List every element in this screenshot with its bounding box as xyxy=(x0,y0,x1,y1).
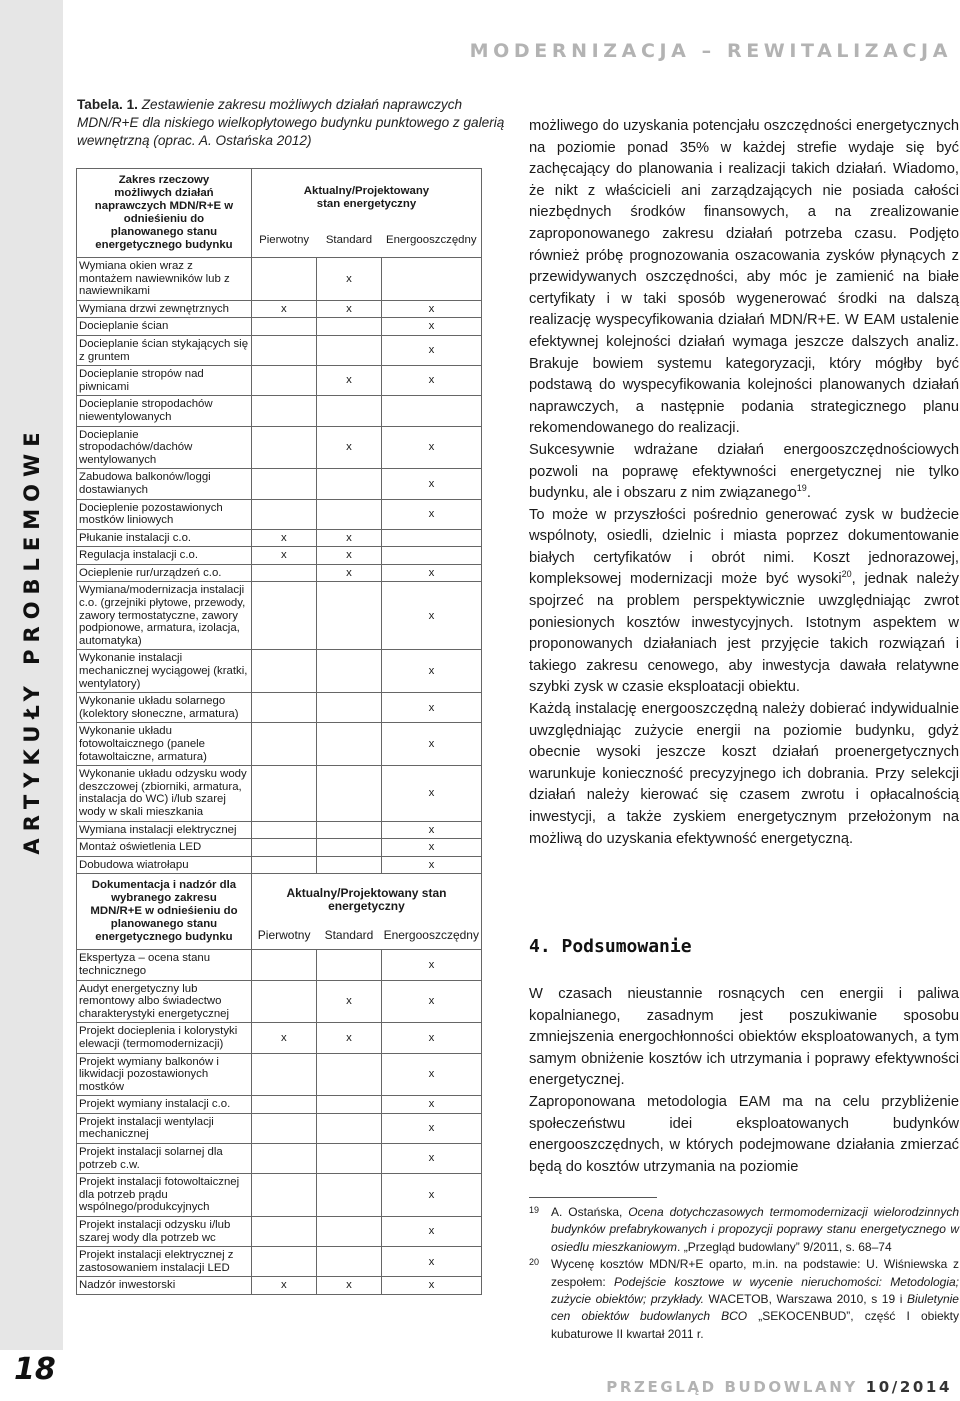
header-energooszczedny-2: Energooszczędny xyxy=(382,922,482,950)
cell-pierwotny xyxy=(251,821,316,839)
cell-standard: x xyxy=(316,258,381,301)
cell-pierwotny xyxy=(251,1053,316,1096)
cell-standard xyxy=(316,1113,381,1143)
table-row xyxy=(77,650,482,693)
footnote-text: Wycenę kosztów MDN/R+E oparto, m.in. na podstawie: U. Wiśniewska z zespołem: xyxy=(551,1257,959,1289)
table-row xyxy=(77,1247,482,1277)
footnote-text: A. Ostańska, xyxy=(551,1205,629,1219)
cell-standard xyxy=(316,499,381,529)
cell-standard xyxy=(316,693,381,723)
cell-energooszczedny: x xyxy=(382,582,482,650)
cell-energooszczedny: x xyxy=(382,1053,482,1096)
header-energooszczedny: Energooszczędny xyxy=(382,224,482,257)
cell-pierwotny xyxy=(251,258,316,301)
row-label: Wykonanie układu fotowoltaicznego (panele fotawoltaiczne, armatura) xyxy=(77,723,252,766)
row-label: Wykonanie układu odzysku wody deszczowej (zbiorniki, armatura, instalacja do WC) i/lub szarej wody w skali mieszkania xyxy=(77,766,252,821)
cell-energooszczedny: x xyxy=(382,1113,482,1143)
cell-energooszczedny: x xyxy=(382,980,482,1023)
paragraph-text: . xyxy=(806,485,811,502)
cell-pierwotny xyxy=(251,980,316,1023)
cell-standard xyxy=(316,950,381,980)
footnote-ref-19: 19 xyxy=(796,483,807,494)
cell-pierwotny xyxy=(251,335,316,365)
footnote-title: Podejście kosztowe w wycenie nieruchomości: Metodologia; zużycie obiektów; przykłady. xyxy=(551,1274,959,1307)
row-label: Docieplanie stropów nad piwnicami xyxy=(77,366,252,396)
row-label: Projekt wymiany instalacji c.o. xyxy=(77,1096,252,1114)
cell-pierwotny xyxy=(251,1096,316,1114)
row-label: Audyt energetyczny lub remontowy albo świadectwo charakterystyki energetycznej xyxy=(77,980,252,1023)
footnote-divider xyxy=(529,1197,657,1198)
cell-energooszczedny: x xyxy=(382,839,482,857)
cell-pierwotny xyxy=(251,1144,316,1174)
row-label: Dobudowa wiatrołapu xyxy=(77,856,252,874)
cell-standard xyxy=(316,650,381,693)
cell-standard xyxy=(316,723,381,766)
sidebar-section-title: ARTYKUŁY PROBLEMOWE xyxy=(20,425,44,855)
row-label: Projekt docieplenia i kolorystyki elewacji (termomodernizacji) xyxy=(77,1023,252,1053)
cell-pierwotny xyxy=(251,396,316,426)
row-label: Wykonanie instalacji mechanicznej wyciągowej (kratki, wentylatory) xyxy=(77,650,252,693)
cell-standard: x xyxy=(316,564,381,582)
cell-energooszczedny: x xyxy=(382,950,482,980)
footnote-text: WACETOB, Warszawa 2010, s 19 i xyxy=(703,1292,907,1307)
table-row xyxy=(77,1144,482,1174)
cell-energooszczedny: x xyxy=(382,821,482,839)
cell-pierwotny xyxy=(251,1174,316,1217)
table-row xyxy=(77,1217,482,1247)
cell-pierwotny xyxy=(251,1247,316,1277)
cell-energooszczedny: x xyxy=(382,1277,482,1295)
cell-energooszczedny xyxy=(382,529,482,547)
cell-pierwotny xyxy=(251,693,316,723)
table-row xyxy=(77,1277,482,1295)
cell-standard xyxy=(316,1096,381,1114)
table-row xyxy=(77,1113,482,1143)
cell-energooszczedny xyxy=(382,258,482,301)
row-label: Montaż oświetlenia LED xyxy=(77,839,252,857)
paragraph-text: Sukcesywnie wdrażane działań energooszczędnościowych pozwoli na poprawę efektywności energetycznej nie tylko budynku, ale i obszaru z nim związanego xyxy=(529,441,959,502)
row-label: Docieplanie stropodachów/dachów wentylowanych xyxy=(77,426,252,469)
cell-pierwotny xyxy=(251,1113,316,1143)
cell-pierwotny: x xyxy=(251,529,316,547)
row-label: Nadzór inwestorski xyxy=(77,1277,252,1295)
cell-pierwotny xyxy=(251,1217,316,1247)
cell-energooszczedny: x xyxy=(382,693,482,723)
cell-pierwotny xyxy=(251,723,316,766)
body-column-summary xyxy=(529,984,959,1178)
cell-standard: x xyxy=(316,366,381,396)
footnote-number: 19 xyxy=(529,1205,540,1215)
paragraph: W czasach nieustannie rosnących cen energii i paliwa kopalnianego, zasadnym jest poszukiwanie sposobu zmniejszenia energochłonności obiektów eksploatowanych, a tym samym obniżenie kosztów ich utrzymania i poprawy efektywności energetycznej. xyxy=(529,986,959,1089)
row-label: Docieplenie pozostawionych mostków liniowych xyxy=(77,499,252,529)
magazine-issue: 10/2014 xyxy=(865,1378,952,1396)
footnote-title: Biuletynie cen obiektów budowlanych BCO xyxy=(551,1292,959,1324)
cell-pierwotny xyxy=(251,469,316,499)
cell-standard xyxy=(316,318,381,336)
cell-standard: x xyxy=(316,980,381,1023)
cell-standard xyxy=(316,1174,381,1217)
row-label: Docieplanie ścian xyxy=(77,318,252,336)
cell-pierwotny xyxy=(251,856,316,874)
table-row xyxy=(77,318,482,336)
cell-standard: x xyxy=(316,300,381,318)
table-caption-text: Zestawienie zakresu możliwych działań naprawczych MDN/R+E dla niskiego wielkopłytowego budynku punktowego z galerią wewnętrzną (oprac. A. Ostańska 2012) xyxy=(77,97,505,148)
cell-energooszczedny: x xyxy=(382,650,482,693)
row-label: Wymiana okien wraz z montażem nawiewników lub z nawiewnikami xyxy=(77,258,252,301)
table-row xyxy=(77,766,482,821)
table-row xyxy=(77,693,482,723)
cell-standard: x xyxy=(316,547,381,565)
cell-pierwotny: x xyxy=(251,547,316,565)
cell-pierwotny xyxy=(251,318,316,336)
footnote-19 xyxy=(529,1204,959,1256)
header-scope: Zakres rzeczowy możliwych działań naprawczych MDN/R+E w odnieśieniu do planowanego stanu energetycznego budynku xyxy=(77,169,252,258)
table-header-row-2 xyxy=(77,874,482,922)
cell-pierwotny xyxy=(251,499,316,529)
row-label: Docieplanie ścian stykających się z gruntem xyxy=(77,335,252,365)
cell-standard xyxy=(316,839,381,857)
row-label: Wymiana/modernizacja instalacji c.o. (grzejniki płytowe, przewody, zawory termostatyczne, zawory podpionowe, armatura, izolacja, automatyka) xyxy=(77,582,252,650)
running-header: MODERNIZACJA – REWITALIZACJA xyxy=(469,40,952,62)
table-row xyxy=(77,980,482,1023)
footnote-title: Ocena dotychczasowych termomodernizacji wielorodzinnych budynków prefabrykowanych i propozycji poprawy stanu energetycznego w osiedlu mieszkaniowym xyxy=(551,1205,960,1254)
row-label: Wykonanie układu solarnego (kolektory słoneczne, armatura) xyxy=(77,693,252,723)
table-caption-label: Tabela. 1. xyxy=(77,97,138,112)
table-row xyxy=(77,564,482,582)
cell-energooszczedny: x xyxy=(382,1144,482,1174)
paragraph-text: , jednak należy spojrzeć na problem perspektywicznie uwzględniając zwrot poniesionych kosztów inwestycyjnych. Istotnym aspektem w proponowanych działaniach jest przyjęcie takich rozwiązań i takiego zakresu cenowego, aby inwestycja dawała relatywne szybki zysk w czasie eksploatacji obiektu. xyxy=(529,571,959,696)
cell-standard xyxy=(316,821,381,839)
cell-energooszczedny: x xyxy=(382,1247,482,1277)
cell-pierwotny xyxy=(251,564,316,582)
table-row xyxy=(77,366,482,396)
header-documentation: Dokumentacja i nadzór dla wybranego zakresu MDN/R+E w odnieśieniu do planowanego stanu energetycznego budynku xyxy=(77,874,252,950)
cell-standard xyxy=(316,856,381,874)
table-row xyxy=(77,426,482,469)
header-standard: Standard xyxy=(316,224,381,257)
row-label: Ekspertyza – ocena stanu technicznego xyxy=(77,950,252,980)
table-row xyxy=(77,1053,482,1096)
footnote-number: 20 xyxy=(529,1257,540,1268)
cell-energooszczedny: x xyxy=(382,723,482,766)
cell-pierwotny: x xyxy=(251,1023,316,1053)
footnotes xyxy=(529,1204,959,1343)
header-standard-2: Standard xyxy=(316,922,381,950)
row-label: Projekt instalacji fotowoltaicznej dla potrzeb prądu wspólnego/produkcyjnych xyxy=(77,1174,252,1217)
table-row xyxy=(77,723,482,766)
paragraph: Każdą instalację energooszczędną należy dobierać indywidualnie uwzględniając zużycie energii na poziomie budynku, gdyż obecnie wysoki jeszcze koszt działań proenergetycznych warunkuje konieczność precyzyjnego ich dobrania. Przy selekcji działań należy kierować się czasem zwrotu i opłacalnością inwestycji, a także zyskiem energetycznym przełożonym na możliwą do uzyskania efektywność energetyczną. xyxy=(529,701,959,847)
cell-energooszczedny: x xyxy=(382,1096,482,1114)
cell-energooszczedny: x xyxy=(382,1023,482,1053)
cell-standard xyxy=(316,766,381,821)
cell-standard: x xyxy=(316,1023,381,1053)
cell-standard xyxy=(316,582,381,650)
cell-energooszczedny: x xyxy=(382,300,482,318)
cell-energooszczedny: x xyxy=(382,856,482,874)
cell-pierwotny xyxy=(251,366,316,396)
paragraph xyxy=(529,440,959,505)
row-label: Projekt instalacji odzysku i/lub szarej wody dla potrzeb wc xyxy=(77,1217,252,1247)
cell-energooszczedny: x xyxy=(382,426,482,469)
cell-standard xyxy=(316,396,381,426)
cell-energooszczedny: x xyxy=(382,335,482,365)
cell-pierwotny: x xyxy=(251,300,316,318)
footnote-20 xyxy=(529,1256,959,1343)
footnote-text: „SEKOCENBUD”, część I obiekty kubaturowe II kwartał 2011 r. xyxy=(551,1309,960,1341)
table-row xyxy=(77,950,482,980)
table-row xyxy=(77,582,482,650)
footnote-ref-20: 20 xyxy=(841,569,852,580)
row-label: Wymiana drzwi zewnętrznych xyxy=(77,300,252,318)
row-label: Docieplanie stropodachów niewentylowanych xyxy=(77,396,252,426)
cell-standard xyxy=(316,469,381,499)
cell-energooszczedny: x xyxy=(382,1174,482,1217)
cell-standard: x xyxy=(316,426,381,469)
cell-energooszczedny: x xyxy=(382,1217,482,1247)
table-row xyxy=(77,529,482,547)
actions-table xyxy=(76,168,482,1295)
cell-standard xyxy=(316,1247,381,1277)
footnote-text: . „Przegląd budowlany” 9/2011, s. 68–74 xyxy=(677,1239,892,1254)
row-label: Projekt instalacji elektrycznej z zastosowaniem instalacji LED xyxy=(77,1247,252,1277)
header-pierwotny-2: Pierwotny xyxy=(251,922,316,950)
row-label: Zabudowa balkonów/loggi dostawianych xyxy=(77,469,252,499)
table-row xyxy=(77,469,482,499)
table-row xyxy=(77,499,482,529)
table-row xyxy=(77,300,482,318)
cell-standard xyxy=(316,1217,381,1247)
row-label: Projekt instalacji wentylacji mechanicznej xyxy=(77,1113,252,1143)
paragraph-text: To może w przyszłości pośrednio generować zysk w budżecie wspólnoty, osiedli, dzielnic i miasta poprzez dokumentowanie białych certyfikatów i obrót nimi. Koszt jednorazowej, kompleksowej modernizacji może być wysoki xyxy=(529,506,959,588)
page-number: 18 xyxy=(14,1352,56,1387)
table-row xyxy=(77,1023,482,1053)
header-pierwotny: Pierwotny xyxy=(251,224,316,257)
row-label: Wymiana instalacji elektrycznej xyxy=(77,821,252,839)
row-label: Ocieplenie rur/urządzeń c.o. xyxy=(77,564,252,582)
cell-standard: x xyxy=(316,1277,381,1295)
row-label: Projekt instalacji solarnej dla potrzeb c.w. xyxy=(77,1144,252,1174)
footer-magazine xyxy=(606,1378,952,1396)
table-caption xyxy=(77,96,517,150)
paragraph: możliwego do uzyskania potencjału oszczędności energetycznych na poziomie ponad 35% w każdej strefie wydaje się być zachęcający do planowania i realizacji takich działań. Wiadomo, że nikt z właścicieli ani zarządzających nie posiada całości niezbędnych środków finansowych, a na zrealizowanie zaproponowanego zakresu działań potrzeba czasu. Podjęto również próbę prognozowania oszacowania zysków płynących z przewidywanych oszczędności, aby móc je zamienić na białe certyfikaty i w taki sposób wygenerować środki na dalszą realizację wyspecyfikowania działań MDN/R+E. W EAM ustalenie efektywnej kolejności działań wymaga jeszcze dalszych analiz. Brakuje bowiem systemu kategoryzacji, który mógłby być podstawą do wyspecyfikowania kolejności planowanych działań naprawczych, a następnie podania strategicznego planu rekomendowanego do realizacji. xyxy=(529,118,959,437)
cell-energooszczedny: x xyxy=(382,366,482,396)
paragraph xyxy=(529,505,959,699)
table-row xyxy=(77,258,482,301)
row-label: Regulacja instalacji c.o. xyxy=(77,547,252,565)
cell-pierwotny xyxy=(251,766,316,821)
cell-energooszczedny: x xyxy=(382,499,482,529)
cell-energooszczedny: x xyxy=(382,469,482,499)
cell-pierwotny xyxy=(251,839,316,857)
cell-energooszczedny: x xyxy=(382,564,482,582)
cell-pierwotny: x xyxy=(251,1277,316,1295)
cell-energooszczedny xyxy=(382,547,482,565)
magazine-name: PRZEGLĄD BUDOWLANY xyxy=(606,1378,866,1396)
table-row xyxy=(77,856,482,874)
cell-standard xyxy=(316,335,381,365)
row-label: Płukanie instalacji c.o. xyxy=(77,529,252,547)
section-heading: 4. Podsumowanie xyxy=(529,936,692,957)
header-state-group: Aktualny/Projektowany stan energetyczny xyxy=(251,169,481,225)
paragraph: Zaproponowana metodologia EAM ma na celu przybliżenie społeczeństwu idei eksploatowanych budynków energooszczędnych, w których podejmowane działania zmierzać będą do kosztów utrzymania na poziomie xyxy=(529,1093,959,1175)
cell-energooszczedny: x xyxy=(382,766,482,821)
table-row xyxy=(77,1174,482,1217)
table-row xyxy=(77,547,482,565)
table-row xyxy=(77,1096,482,1114)
header-state-group-2: Aktualny/Projektowany stan energetyczny xyxy=(251,874,481,922)
table-row xyxy=(77,821,482,839)
cell-pierwotny xyxy=(251,950,316,980)
cell-standard xyxy=(316,1053,381,1096)
table-row xyxy=(77,839,482,857)
cell-standard: x xyxy=(316,529,381,547)
cell-pierwotny xyxy=(251,650,316,693)
table-row xyxy=(77,335,482,365)
table-header-row xyxy=(77,169,482,225)
body-column-right xyxy=(529,116,959,850)
cell-pierwotny xyxy=(251,426,316,469)
cell-pierwotny xyxy=(251,582,316,650)
cell-energooszczedny: x xyxy=(382,318,482,336)
row-label: Projekt wymiany balkonów i likwidacji pozostawionych mostków xyxy=(77,1053,252,1096)
table-row xyxy=(77,396,482,426)
cell-standard xyxy=(316,1144,381,1174)
cell-energooszczedny xyxy=(382,396,482,426)
